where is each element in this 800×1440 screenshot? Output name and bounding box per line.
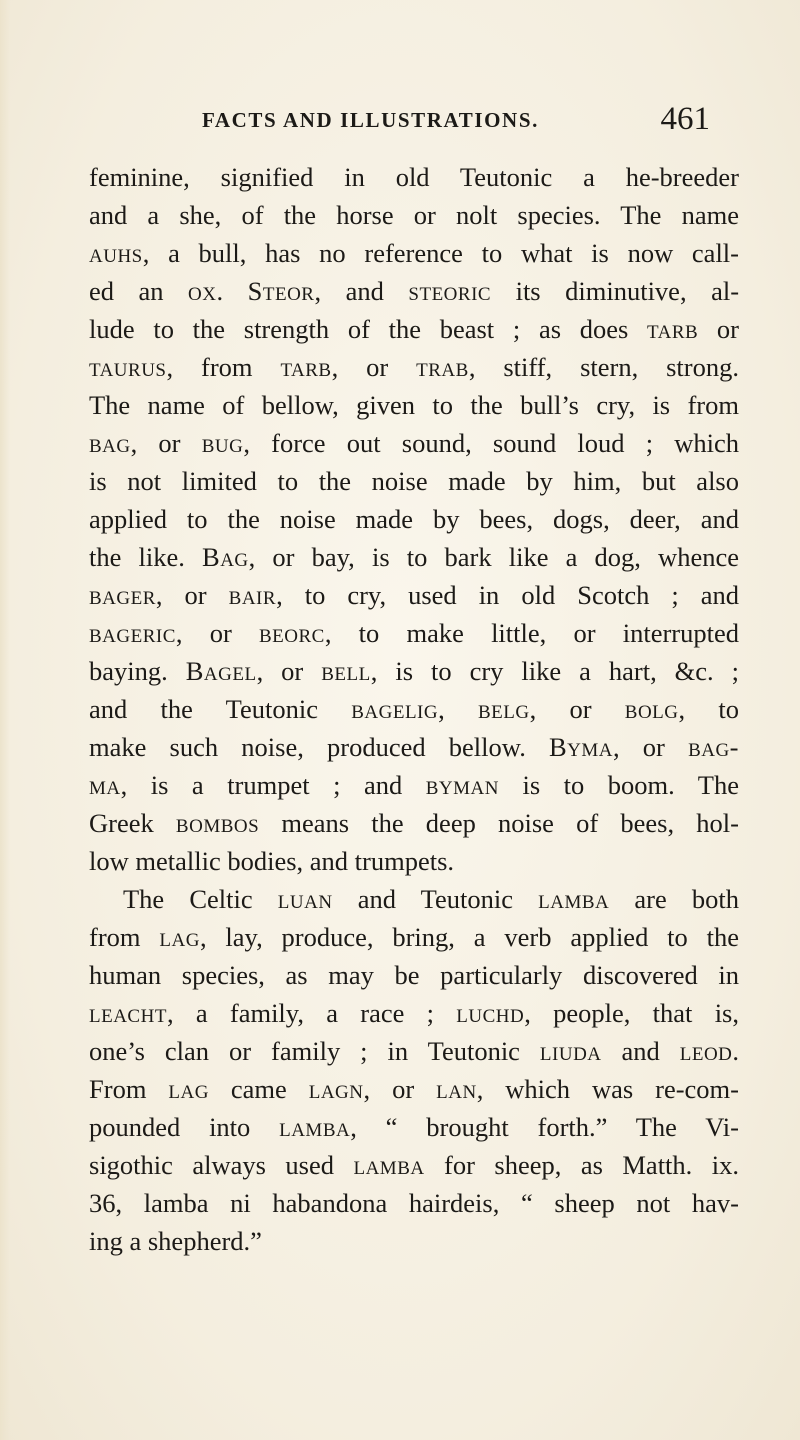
small-caps-term: trab <box>416 352 469 382</box>
small-caps-term: liuda <box>539 1036 602 1066</box>
text-run: or <box>698 314 739 344</box>
text-line <box>89 538 739 576</box>
text-run: , and <box>314 276 409 306</box>
text-run: is not limited to the noise made by him, but also <box>89 466 739 496</box>
text-run: and Teutonic <box>332 884 539 914</box>
text-run: , or <box>613 732 689 762</box>
text-run: , or <box>256 656 322 686</box>
text-run: , to make little, or interrupted <box>324 618 739 648</box>
text-line <box>89 804 739 842</box>
text-line <box>89 1032 739 1070</box>
small-caps-term: bombos <box>175 808 260 838</box>
text-run: the like. <box>89 542 203 572</box>
small-caps-term: luchd <box>456 998 525 1028</box>
text-run: feminine, signified in old Teutonic a he-breeder <box>89 162 739 192</box>
small-caps-term: tarb <box>280 352 332 382</box>
text-run: , lay, produce, bring, a verb applied to the <box>199 922 740 952</box>
text-line <box>89 1222 739 1260</box>
page-number: 461 <box>660 101 710 137</box>
small-caps-term: lamba <box>538 884 610 914</box>
text-line <box>89 196 739 234</box>
text-line <box>89 576 739 614</box>
text-run: lude to the strength of the beast ; as does <box>89 314 648 344</box>
text-run: , to cry, used in old Scotch ; and <box>276 580 740 610</box>
small-caps-term: lamba <box>279 1112 351 1142</box>
text-run: 36, lamba ni habandona hairdeis, “ sheep not hav- <box>89 1188 739 1218</box>
small-caps-term: ox <box>188 276 217 306</box>
text-line <box>89 272 739 310</box>
text-run: , or <box>529 694 625 724</box>
small-caps-term: bager <box>89 580 156 610</box>
text-run: , force out sound, sound loud ; which <box>243 428 740 458</box>
text-run: and <box>601 1036 680 1066</box>
text-line <box>89 424 739 462</box>
text-run: , or <box>130 428 202 458</box>
text-run: applied to the noise made by bees, dogs, deer, and <box>89 504 739 534</box>
text-run: for sheep, as Matth. ix. <box>424 1150 739 1180</box>
small-caps-term: Byma <box>549 732 614 762</box>
text-run: , or <box>175 618 259 648</box>
small-caps-term: bagelig <box>351 694 439 724</box>
small-caps-term: belg <box>477 694 530 724</box>
small-caps-term: tarb <box>647 314 699 344</box>
text-line <box>89 766 739 804</box>
text-run: baying. <box>89 656 186 686</box>
text-line <box>89 1108 739 1146</box>
text-run: ing a shepherd.” <box>89 1226 262 1256</box>
text-run: , from <box>166 352 281 382</box>
text-run: and the Teutonic <box>89 694 352 724</box>
text-line <box>89 994 739 1032</box>
small-caps-term: bair <box>228 580 277 610</box>
small-caps-term: lan <box>436 1074 477 1104</box>
text-run: came <box>208 1074 309 1104</box>
small-caps-term: bag- <box>688 732 740 762</box>
text-run: sigothic always used <box>89 1150 354 1180</box>
text-line <box>89 880 739 918</box>
text-run: and a she, of the horse or nolt species. The name <box>89 200 739 230</box>
small-caps-term: ma <box>89 770 121 800</box>
text-line <box>89 728 739 766</box>
text-run: . <box>216 276 248 306</box>
small-caps-term: Bagel <box>185 656 257 686</box>
text-line <box>89 652 739 690</box>
text-run: , stiff, stern, strong. <box>468 352 739 382</box>
text-run: from <box>89 922 160 952</box>
text-line <box>89 690 739 728</box>
small-caps-term: auhs <box>89 238 143 268</box>
text-run: . <box>732 1036 740 1066</box>
text-run: , <box>438 694 478 724</box>
page-header <box>150 100 740 140</box>
text-line <box>89 1184 739 1222</box>
text-run: is to boom. The <box>498 770 739 800</box>
small-caps-term: steoric <box>408 276 492 306</box>
text-run: , which was re-com- <box>476 1074 739 1104</box>
text-run: means the deep noise of bees, hol- <box>259 808 739 838</box>
small-caps-term: bag <box>89 428 131 458</box>
text-line <box>89 386 739 424</box>
text-run: pounded into <box>89 1112 280 1142</box>
small-caps-term: bageric <box>89 618 176 648</box>
text-run: , to <box>678 694 739 724</box>
text-line <box>89 1146 739 1184</box>
text-run: its diminutive, al- <box>491 276 740 306</box>
text-line <box>89 918 739 956</box>
text-run: , or <box>155 580 229 610</box>
body-text <box>89 158 739 1260</box>
text-line <box>89 500 739 538</box>
running-head: FACTS AND ILLUSTRATIONS. <box>202 108 539 132</box>
text-run: are both <box>609 884 739 914</box>
small-caps-term: luan <box>277 884 333 914</box>
small-caps-term: bell <box>321 656 371 686</box>
page-gutter-shadow <box>0 0 10 1440</box>
text-run: make such noise, produced bellow. <box>89 732 549 762</box>
text-run: low metallic bodies, and trumpets. <box>89 846 455 876</box>
text-run: , people, that is, <box>524 998 739 1028</box>
text-run: , “ brought forth.” The Vi- <box>350 1112 739 1142</box>
small-caps-term: lag <box>159 922 200 952</box>
small-caps-term: Bag <box>202 542 249 572</box>
text-run: , a bull, has no reference to what is now call- <box>142 238 739 268</box>
small-caps-term: beorc <box>259 618 325 648</box>
text-line <box>89 310 739 348</box>
text-run: The Celtic <box>123 884 278 914</box>
text-line <box>89 842 739 880</box>
text-run: , a family, a race ; <box>166 998 457 1028</box>
text-run: human species, as may be particularly discovered in <box>89 960 739 990</box>
text-line <box>89 234 739 272</box>
text-line <box>89 158 739 196</box>
text-run: one’s clan or family ; in Teutonic <box>89 1036 540 1066</box>
small-caps-term: lamba <box>353 1150 425 1180</box>
text-line <box>89 348 739 386</box>
text-run: , or bay, is to bark like a dog, whence <box>248 542 739 572</box>
text-run: , is to cry like a hart, &c. ; <box>370 656 740 686</box>
text-run: Greek <box>89 808 176 838</box>
small-caps-term: lag <box>168 1074 209 1104</box>
text-run: , or <box>363 1074 437 1104</box>
text-run: From <box>89 1074 169 1104</box>
text-run: ed an <box>89 276 189 306</box>
text-run: , is a trumpet ; and <box>120 770 426 800</box>
text-line <box>89 1070 739 1108</box>
small-caps-term: taurus <box>89 352 167 382</box>
text-run: The name of bellow, given to the bull’s cry, is from <box>89 390 739 420</box>
small-caps-term: leod <box>679 1036 733 1066</box>
text-line <box>89 462 739 500</box>
small-caps-term: lagn <box>308 1074 364 1104</box>
small-caps-term: bolg <box>624 694 679 724</box>
small-caps-term: leacht <box>89 998 167 1028</box>
small-caps-term: Steor <box>247 276 315 306</box>
small-caps-term: bug <box>201 428 244 458</box>
text-line <box>89 956 739 994</box>
text-run: , or <box>331 352 417 382</box>
small-caps-term: byman <box>425 770 499 800</box>
text-line <box>89 614 739 652</box>
